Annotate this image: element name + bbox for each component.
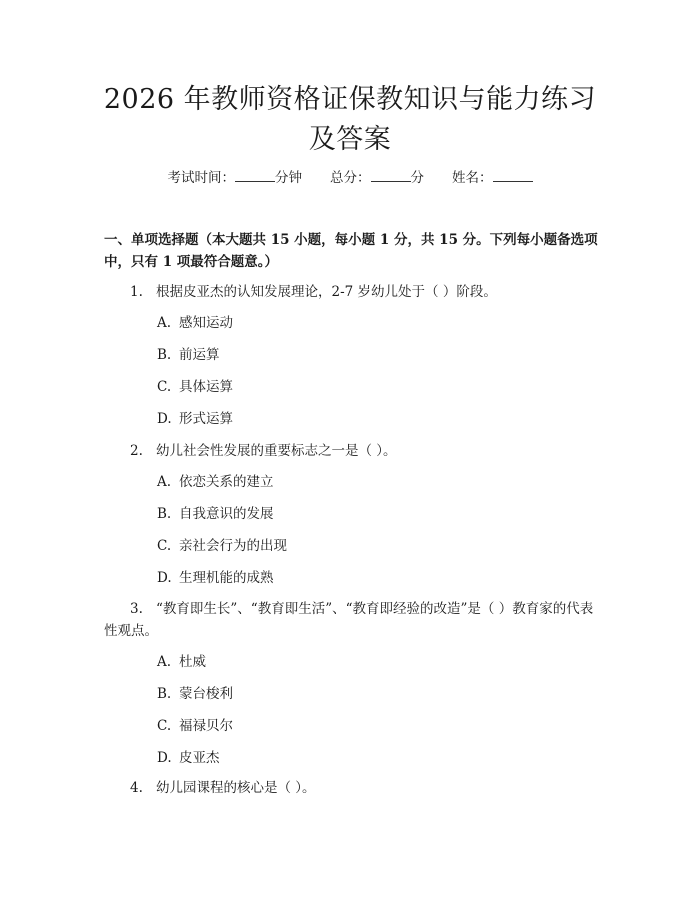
question-text: 幼儿社会性发展的重要标志之一是（ ）。 xyxy=(156,443,397,459)
question-2-option-d xyxy=(157,568,274,588)
question-3-option-a xyxy=(157,652,206,672)
option-text: 形式运算 xyxy=(179,411,233,427)
option-letter: C. xyxy=(157,379,172,395)
option-text: 蒙台梭利 xyxy=(179,686,233,702)
option-text: 前运算 xyxy=(179,347,220,363)
question-2-option-b xyxy=(157,504,274,524)
option-text: 自我意识的发展 xyxy=(179,506,274,522)
option-letter: A. xyxy=(157,474,172,490)
exam-time-label: 考试时间： xyxy=(167,170,235,186)
question-2 xyxy=(104,440,599,462)
exam-info-line xyxy=(0,167,700,188)
option-letter: B. xyxy=(157,686,172,702)
question-3 xyxy=(104,598,599,642)
question-2-option-a xyxy=(157,472,274,492)
question-number: 3. xyxy=(130,601,143,617)
exam-time-unit: 分钟 xyxy=(275,170,302,186)
question-3-option-c xyxy=(157,716,233,736)
option-letter: C. xyxy=(157,718,172,734)
option-letter: D. xyxy=(157,570,172,586)
question-3-option-b xyxy=(157,684,233,704)
section-heading: 一、单项选择题（本大题共 15 小题，每小题 1 分，共 15 分。下列每小题备选项中，只有 1 项最符合题意。） xyxy=(104,232,598,270)
question-text: 根据皮亚杰的认知发展理论，2-7 岁幼儿处于（ ）阶段。 xyxy=(156,284,497,300)
student-name-blank xyxy=(493,167,533,182)
question-2-option-c xyxy=(157,536,287,556)
question-number: 2. xyxy=(130,443,143,459)
document-title: 2026 年教师资格证保教知识与能力练习及答案 xyxy=(103,84,597,155)
option-text: 福禄贝尔 xyxy=(179,718,233,734)
student-name-label: 姓名： xyxy=(452,170,493,186)
option-text: 感知运动 xyxy=(179,315,233,331)
question-1-option-c xyxy=(157,377,233,397)
option-letter: A. xyxy=(157,315,172,331)
total-score-unit: 分 xyxy=(410,170,424,186)
option-letter: D. xyxy=(157,411,172,427)
question-1-option-d xyxy=(157,409,233,429)
question-4 xyxy=(104,777,599,799)
option-letter: C. xyxy=(157,538,172,554)
option-text: 亲社会行为的出现 xyxy=(179,538,287,554)
question-number: 1. xyxy=(130,284,143,300)
option-text: 依恋关系的建立 xyxy=(179,474,274,490)
option-letter: D. xyxy=(157,750,172,766)
question-text: 幼儿园课程的核心是（ ）。 xyxy=(156,780,316,796)
total-score-blank xyxy=(371,167,411,182)
question-number: 4. xyxy=(130,780,143,796)
question-1-option-b xyxy=(157,345,220,365)
option-letter: B. xyxy=(157,506,172,522)
question-1-option-a xyxy=(157,313,233,333)
option-text: 具体运算 xyxy=(179,379,233,395)
option-text: 生理机能的成熟 xyxy=(179,570,274,586)
question-1 xyxy=(104,281,599,303)
exam-time-blank xyxy=(235,167,275,182)
option-text: 杜威 xyxy=(179,654,206,670)
option-letter: A. xyxy=(157,654,172,670)
question-text: “教育即生长”、“教育即生活”、“教育即经验的改造”是（ ）教育家的代表性观点。 xyxy=(104,601,594,639)
question-3-option-d xyxy=(157,748,220,768)
option-text: 皮亚杰 xyxy=(179,750,220,766)
option-letter: B. xyxy=(157,347,172,363)
total-score-label: 总分： xyxy=(330,170,371,186)
